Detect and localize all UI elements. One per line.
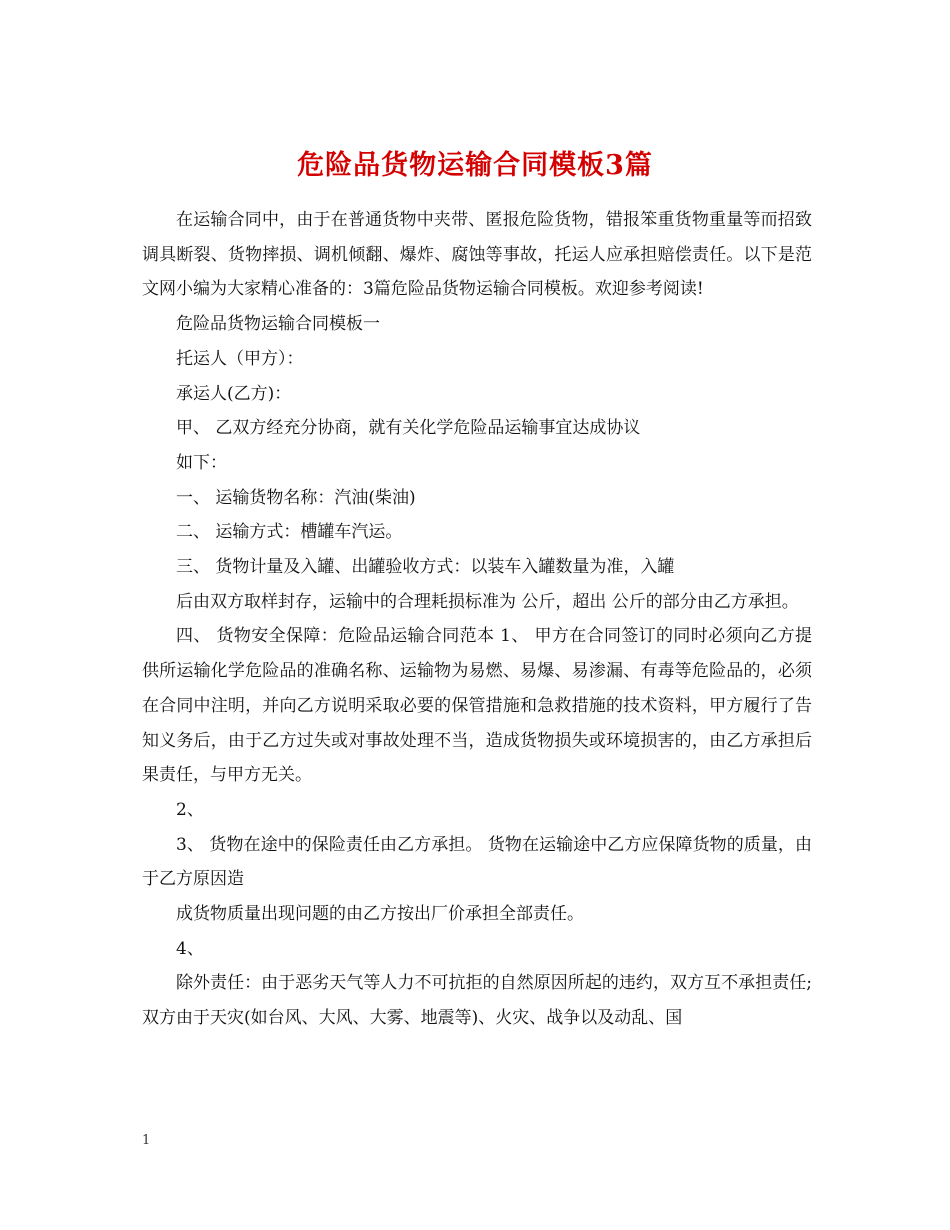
paragraph-intro: 在运输合同中，由于在普通货物中夹带、匿报危险货物，错报笨重货物重量等而招致调具断裂、货物摔损、调机倾翻、爆炸、腐蚀等事故，托运人应承担赔偿责任。以下是范文网小编为大家精心准备的：3篇危险品货物运输合同模板。欢迎参考阅读! [142, 210, 812, 300]
paragraph-exemption: 除外责任：由于恶劣天气等人力不可抗拒的自然原因所起的违约，双方互不承担责任;双方由于天灾(如台风、大风、大雾、地震等)、火灾、战争以及动乱、国 [142, 973, 812, 1029]
paragraph-template-heading: 危险品货物运输合同模板一 [176, 314, 380, 335]
paragraph-clause-1: 一、 运输货物名称：汽油(柴油) [176, 487, 416, 508]
paragraph-as-follows: 如下： [176, 452, 227, 473]
paragraph-shipper: 托运人（甲方）： [176, 348, 304, 369]
paragraph-clause-3-continued: 后由双方取样封存，运输中的合理耗损标准为 公斤，超出 公斤的部分由乙方承担。 [176, 591, 799, 612]
paragraph-item-2: 2、 [176, 799, 204, 820]
paragraph-clause-3: 三、 货物计量及入罐、出罐验收方式：以装车入罐数量为准，入罐 [176, 557, 675, 578]
paragraph-item-3-continued: 成货物质量出现问题的由乙方按出厂价承担全部责任。 [176, 904, 584, 925]
paragraph-clause-4: 四、 货物安全保障：危险品运输合同范本 1、 甲方在合同签订的同时必须向乙方提供所运输化学危险品的准确名称、运输物为易燃、易爆、易渗漏、有毒等危险品的，必须在合同中注明，并向乙方说明采取必要的保管措施和急救措施的技术资料，甲方履行了告知义务后，由于乙方过失或对事故处理不当，造成货物损失或环境损害的，由乙方承担后果责任，与甲方无关。 [142, 626, 812, 786]
paragraph-item-3: 3、 货物在途中的保险责任由乙方承担。 货物在运输途中乙方应保障货物的质量，由于乙方原因造 [142, 834, 812, 890]
document-title: 危险品货物运输合同模板3篇 [297, 150, 653, 182]
paragraph-clause-2: 二、 运输方式：槽罐车汽运。 [176, 522, 403, 543]
paragraph-carrier: 承运人(乙方)： [176, 383, 292, 404]
paragraph-agreement: 甲、 乙双方经充分协商，就有关化学危险品运输事宜达成协议 [176, 418, 641, 439]
page-number: 1 [142, 1133, 151, 1148]
document-body [142, 203, 812, 1036]
paragraph-item-4: 4、 [176, 938, 204, 959]
